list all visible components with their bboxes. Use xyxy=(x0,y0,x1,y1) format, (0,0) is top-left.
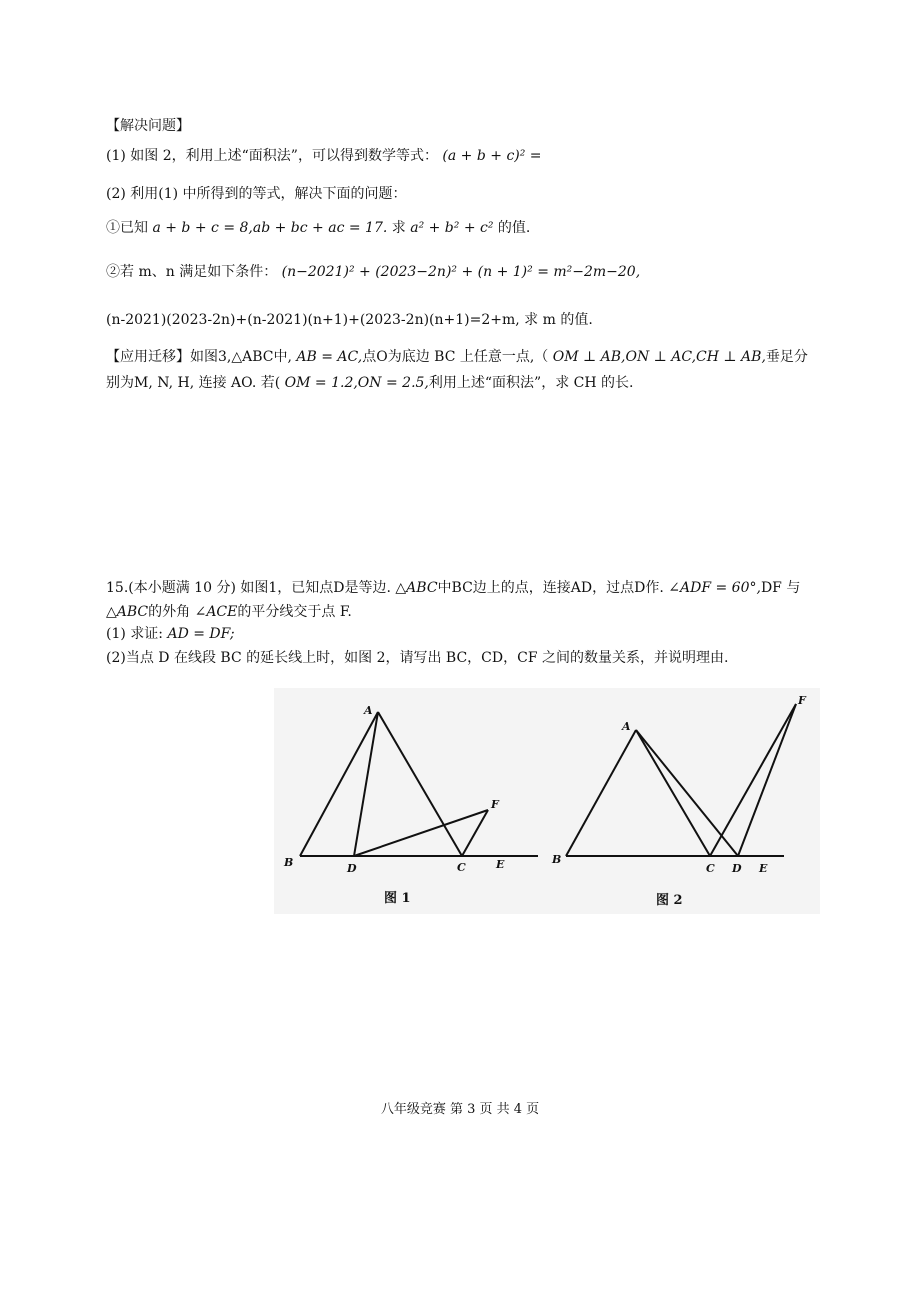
solve-heading: 【解决问题】 xyxy=(106,118,190,134)
problem-15-part-1 xyxy=(106,624,820,644)
question-2-item-1 xyxy=(106,218,820,238)
fig1-caption: 图 1 xyxy=(384,891,411,906)
apply-text-4: 利用上述“面积法”，求 CH 的长. xyxy=(428,375,634,391)
fig1-label-f: F xyxy=(491,798,499,811)
item-1-expression: a + b + c = 8,ab + bc + ac = 17. xyxy=(152,220,388,236)
p15-expression-ace: ∠ACE xyxy=(194,604,238,620)
apply-expression-3: OM = 1.2,ON = 2.5, xyxy=(284,375,429,391)
apply-expression-2: OM ⊥ AB,ON ⊥ AC,CH ⊥ AB, xyxy=(552,349,766,365)
apply-expression-1: AB = AC, xyxy=(296,349,363,365)
page-footer: 八年级竞赛 第 3 页 共 4 页 xyxy=(380,1102,540,1117)
p15-expression-abc: △ABC xyxy=(395,580,438,596)
question-1 xyxy=(106,146,820,166)
item-1-mid: 求 xyxy=(391,220,406,236)
question-2-item-2-line-2: (n-2021)(2023-2n)+(n-2021)(n+1)+(2023-2n)(n+1)=2+m, 求 m 的值. xyxy=(106,312,593,328)
question-2-item-2 xyxy=(106,262,820,282)
fig1-label-a: A xyxy=(364,704,373,717)
p15-expression-angle: ∠ADF = 60°, xyxy=(668,580,761,596)
apply-paragraph xyxy=(106,344,820,396)
question-1-text: (1) 如图 2，利用上述“面积法”，可以得到数学等式： xyxy=(106,148,438,164)
item-1-suffix: 的值. xyxy=(497,220,531,236)
geometry-figures xyxy=(274,688,820,914)
p15-expression-abc-2: △ABC xyxy=(106,604,149,620)
p15-text-4: 的外角 xyxy=(148,604,191,620)
fig1-label-d: D xyxy=(347,862,357,875)
apply-heading: 【应用迁移】 xyxy=(106,349,190,365)
item-1-prefix: ①已知 xyxy=(106,220,148,236)
p15-text-3: DF 与 xyxy=(760,580,801,596)
fig1-label-e: E xyxy=(496,858,505,871)
figures-panel xyxy=(274,688,820,914)
fig2-label-c: C xyxy=(706,862,715,875)
p15-part-1-expression: AD = DF; xyxy=(167,626,235,642)
figure-background xyxy=(274,688,820,914)
p15-text-5: 的平分线交于点 F. xyxy=(237,604,352,620)
question-2: (2) 利用(1) 中所得到的等式，解决下面的问题： xyxy=(106,186,407,202)
question-1-expression: (a + b + c)² = xyxy=(442,148,542,164)
apply-text-1: 如图3,△ABC中, xyxy=(190,349,292,365)
p15-text-1: 15.(本小题满 10 分) 如图1，已知点D是等边. xyxy=(106,580,391,596)
p15-part-1-text: (1) 求证: xyxy=(106,626,163,642)
fig2-label-f: F xyxy=(798,694,806,707)
problem-15-intro xyxy=(106,576,820,624)
problem-15-part-2: (2)当点 D 在线段 BC 的延长线上时，如图 2，请写出 BC，CD，CF 之间的数量关系，并说明理由. xyxy=(106,650,729,666)
item-1-expression-2: a² + b² + c² xyxy=(410,220,494,236)
item-2-prefix: ②若 m、n 满足如下条件： xyxy=(106,264,278,280)
fig2-label-e: E xyxy=(759,862,768,875)
fig2-caption: 图 2 xyxy=(656,893,683,908)
fig1-label-b: B xyxy=(284,856,294,869)
apply-text-2: 点O为底边 BC 上任意一点,（ xyxy=(362,349,549,365)
fig2-label-b: B xyxy=(552,853,562,866)
apply-text-3: 垂足分别为M, N, H, 连接 AO. 若( xyxy=(106,349,808,391)
item-2-expression: (n−2021)² + (2023−2n)² + (n + 1)² = m²−2m−20, xyxy=(281,264,641,280)
p15-text-2: 中BC边上的点，连接AD，过点D作. xyxy=(437,580,664,596)
fig2-label-a: A xyxy=(622,720,631,733)
fig2-label-d: D xyxy=(732,862,742,875)
fig1-label-c: C xyxy=(457,861,466,874)
